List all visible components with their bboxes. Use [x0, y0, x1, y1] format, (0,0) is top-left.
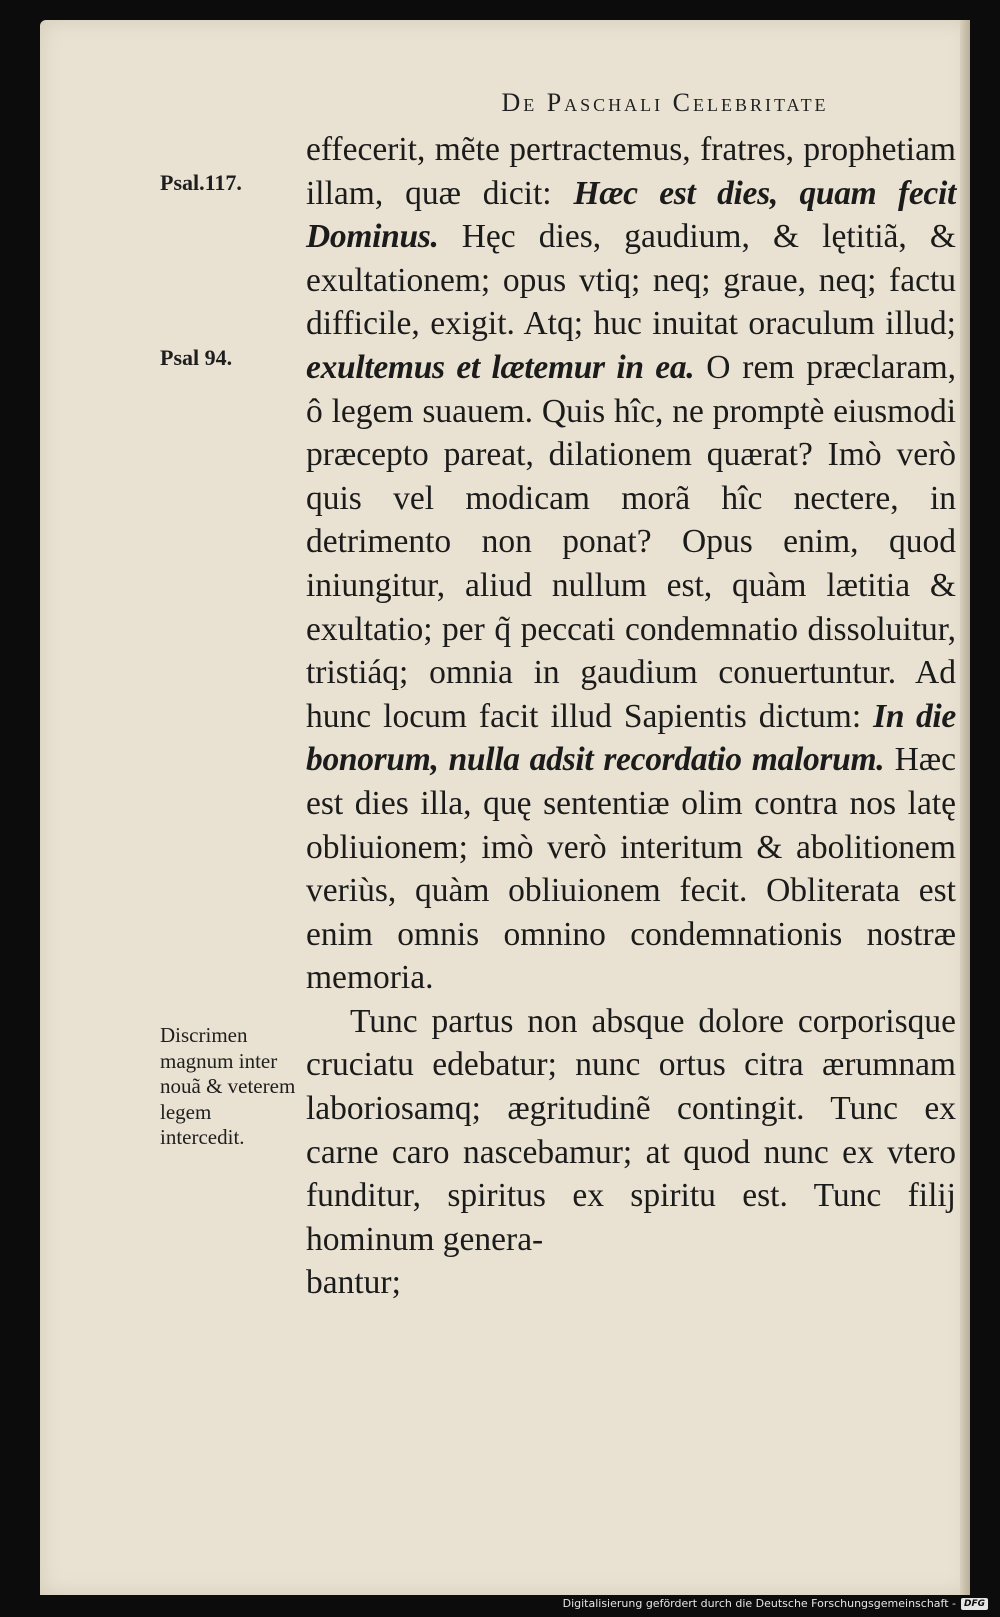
paragraph-2: Tunc partus non absque dolore corporisque cruciatu edebatur; nunc ortus citra ærumnam laboriosamq; ægritudinẽ contingit. Tunc ex carne caro nascebamur; at quod nunc ex vtero funditur, spiritus ex spiritu est. Tunc filij hominum genera- [306, 1002, 956, 1258]
scripture-quote: In die bonorum, nulla adsit recordatio malorum. [306, 697, 956, 779]
text-run: Hęc dies, gaudium, & lętitiã, & exultationem; opus vtiq; neq; graue, neq; factu difficile, exigit. Atq; huc inuitat oraculum illud; [306, 218, 956, 343]
page-edge [960, 20, 970, 1595]
margin-note-psal117: Psal.117. [160, 170, 242, 195]
digitization-footer [563, 1597, 988, 1610]
text-run: O rem præclaram, ô legem suauem. Quis hîc, ne promptè eiusmodi præcepto pareat, dilationem quærat? Imò verò quis vel modicam morã hîc nectere, in detrimento non ponat? Opus enim, quod iniungitur, aliud nullum est, quàm lætitia & exultatio; per q̃ peccati condemnatio dissoluitur, tristiáq; omnia in gaudium conuertuntur. Ad hunc locum facit illud Sapientis dictum: [306, 348, 956, 735]
text-run: Hæc est dies illa, quę sententiæ olim contra nos latę obliuionem; imò verò interitum & abolitionem veriùs, quàm obliuionem fecit. Obliterata est enim omnis omnino condemnationis nostræ memoria. [306, 741, 957, 997]
scripture-quote: Hæc est dies, quam fecit Dominus. [306, 174, 956, 256]
book-page [40, 20, 970, 1595]
footer-text: Digitalisierung gefördert durch die Deutsche Forschungsgemeinschaft - [562, 1597, 956, 1610]
catchword: bantur; [306, 1264, 401, 1302]
text-run: effecerit, mẽte pertractemus, fratres, prophetiam illam, quæ dicit: [306, 131, 956, 212]
running-title: De Paschali Celebritate [501, 88, 829, 117]
main-text [306, 128, 956, 1305]
dfg-logo: DFG [961, 1598, 988, 1610]
paragraph-1 [306, 128, 956, 1000]
margin-note-psal94: Psal 94. [160, 345, 233, 370]
scripture-quote: exultemus et lætemur in ea. [306, 348, 695, 386]
margin-note-discrimen: Discrimen magnum inter nouã & veterem legem intercedit. [160, 1023, 296, 1149]
